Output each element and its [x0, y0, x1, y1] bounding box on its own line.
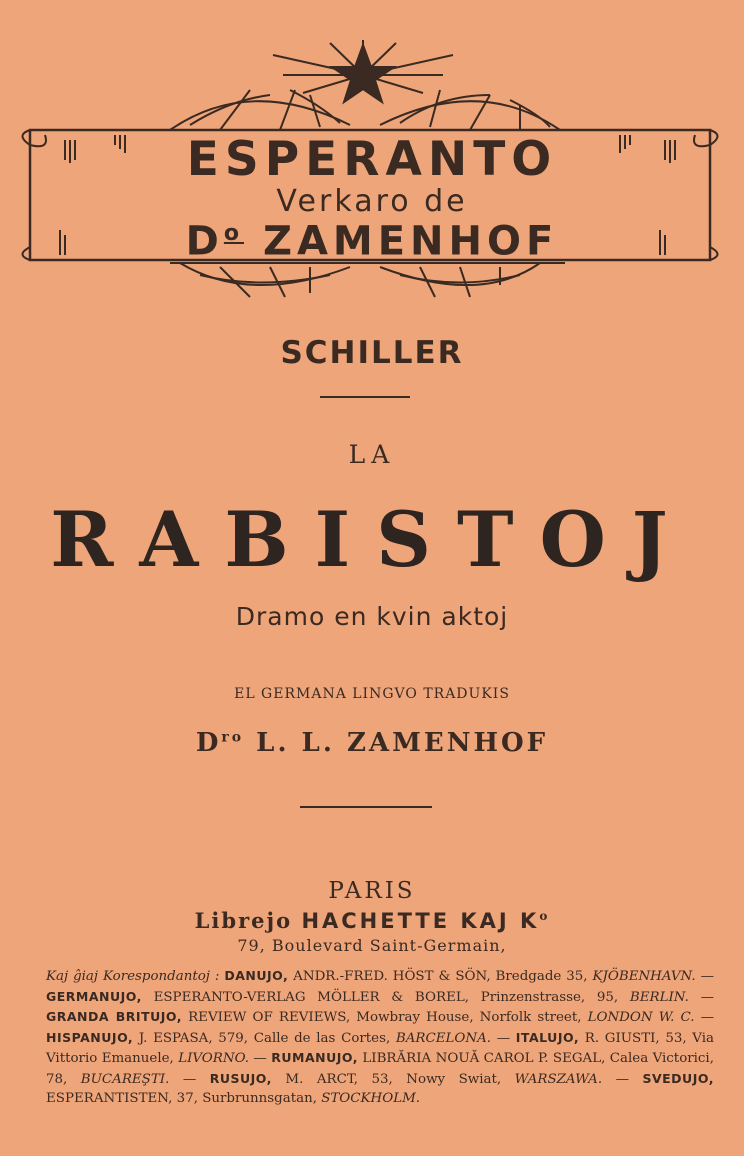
correspondent-address: R. GIUSTI, 53, Via Vittorio Emanuele,: [46, 1030, 714, 1066]
publisher: [0, 908, 744, 933]
globe-icon: [170, 101, 350, 130]
correspondent-address: ESPERANTO-VERLAG MÖLLER & BOREL, Prinzenstrasse, 95,: [141, 989, 630, 1005]
series-author-name: ZAMENHOF: [262, 218, 559, 265]
series-author-prefix: D: [185, 218, 224, 265]
correspondent-city: WARSZAWA.: [514, 1071, 603, 1087]
correspondent-address: J. ESPASA, 579, Calle de las Cortes,: [133, 1030, 396, 1046]
publisher-name: HACHETTE KAJ K: [301, 909, 540, 933]
translator-prefix: D: [195, 728, 222, 758]
title-article: LA: [348, 440, 396, 469]
series-subtitle: Verkaro de: [276, 184, 468, 219]
correspondent-country: RUMANUJO,: [271, 1050, 358, 1065]
correspondent-country: HISPANUJO,: [46, 1029, 134, 1045]
correspondents-list: Kaj ĝiaj Korespondantoj : DANUJO, ANDR.-FRED. HÖST & SÖN, Bredgade 35, KJÖBENHAVN. — GERMANUJO, ESPERANTO-VERLAG MÖLLER & BOREL, Prinzenstrasse, 95, BERLIN. — GRANDA BRITUJO, REVIEW OF REVIEWS, Mowbray House, Norfolk street, LONDON W. C. — HISPANUJO, J. ESPASA, 579, Calle de las Cortes, BARCELONA. — ITALUJO, R. GIUSTI, 53, Via Vittorio Emanuele, LIVORNO. — RUMANUJO, LIBRĂRIA NOUĂ CAROL P. SEGAL, Calea Victorici, 78, BUCAREŞTI. — RUSUJO, M. ARCT, 53, Nowy Swiat, WARSZAWA. — SVEDUJO, ESPERANTISTEN, 37, Surbrunnsgatan, STOCKHOLM.: [46, 968, 715, 1106]
publisher-sup: o: [539, 909, 550, 923]
correspondent-city: LIVORNO.: [178, 1051, 250, 1066]
original-author: SCHILLER: [280, 335, 464, 371]
correspondent-address: REVIEW OF REVIEWS, Mowbray House, Norfolk street,: [182, 1010, 588, 1025]
translated-from: EL GERMANA LINGVO TRADUKIS: [234, 686, 510, 702]
correspondent-city: KJÖBENHAVN.: [592, 969, 696, 984]
correspondent-address: LIBRĂRIA NOUĂ CAROL P. SEGAL, Calea Victorici, 78,: [46, 1051, 714, 1087]
translator: [0, 728, 744, 758]
correspondent-address: ANDR.-FRED. HÖST & SÖN, Bredgade 35,: [288, 969, 593, 984]
divider-top: [320, 396, 410, 398]
correspondent-country: GRANDA BRITUJO,: [46, 1009, 182, 1024]
correspondent-country: DANUJO,: [224, 968, 289, 983]
translator-name: L. L. ZAMENHOF: [256, 728, 549, 758]
publisher-address: 79, Boulevard Saint-Germain,: [237, 936, 507, 955]
correspondent-city: BARCELONA.: [395, 1030, 492, 1046]
translator-sup: ro: [221, 729, 245, 746]
correspondent-city: STOCKHOLM.: [321, 1091, 421, 1106]
book-title: RABISTOJ: [50, 495, 694, 584]
correspondent-country: GERMANUJO,: [46, 988, 142, 1004]
correspondent-address: M. ARCT, 53, Nowy Swiat,: [271, 1071, 515, 1087]
publication-city: PARIS: [328, 878, 416, 904]
series-name: ESPERANTO: [186, 132, 558, 187]
correspondents-lead: Kaj ĝiaj Korespondantoj :: [46, 969, 220, 984]
series-author-sup: o: [223, 221, 244, 246]
series-author: [0, 212, 744, 263]
correspondent-country: SVEDUJO,: [642, 1070, 714, 1086]
correspondent-address: ESPERANTISTEN, 37, Surbrunnsgatan,: [46, 1091, 322, 1106]
correspondent-country: RUSUJO,: [209, 1070, 272, 1086]
correspondent-country: ITALUJO,: [515, 1029, 580, 1045]
correspondent-city: LONDON W. C.: [587, 1010, 695, 1025]
publisher-prefix: Librejo: [194, 908, 293, 933]
correspondent-city: BERLIN.: [629, 989, 689, 1005]
book-subtitle: Dramo en kvin aktoj: [235, 602, 509, 631]
correspondent-city: BUCAREŞTI.: [80, 1071, 170, 1087]
star-icon: [273, 40, 453, 102]
divider-bottom: [300, 806, 432, 808]
